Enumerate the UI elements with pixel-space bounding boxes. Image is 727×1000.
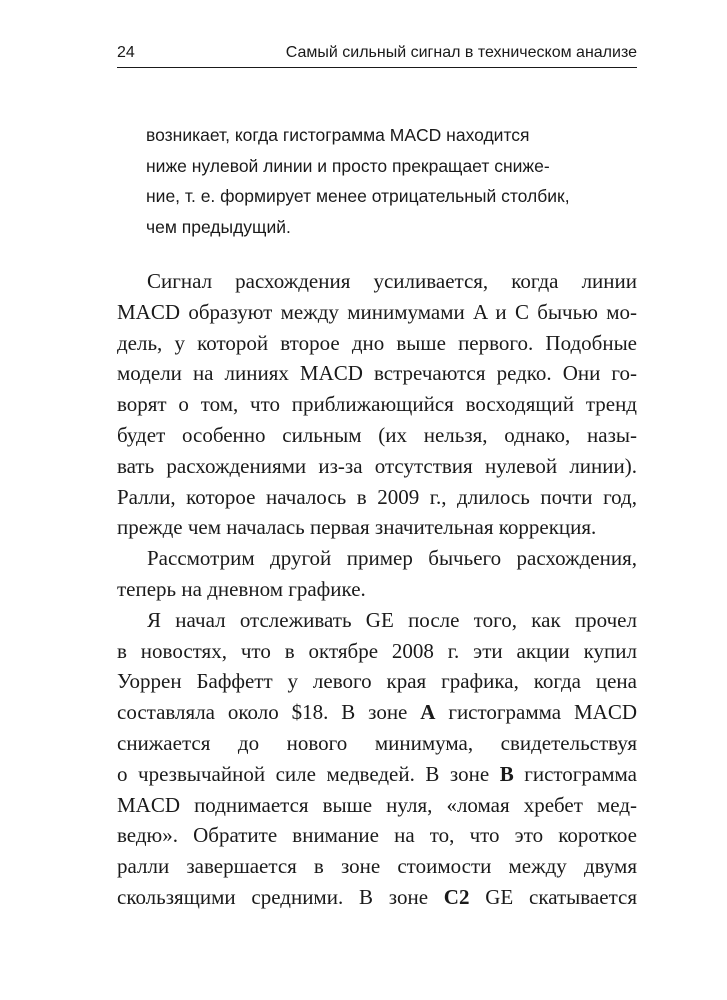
running-title: Самый сильный сигнал в техническом анализе <box>285 44 637 61</box>
text-line: ралли завершается в зоне стоимости между двумя <box>117 854 637 879</box>
text-line: дель, у которой второе дно выше первого. Подобные <box>117 330 637 355</box>
page-header <box>117 44 637 68</box>
text-run: GE скатывается <box>469 884 637 909</box>
text-line: ние, т. е. формирует менее отрицательный столбик, <box>146 186 570 206</box>
paragraph <box>117 543 637 605</box>
zone-label-a: A <box>420 700 436 725</box>
text-line: MACD поднимается выше нуля, «ломая хребет мед- <box>117 792 637 817</box>
text-line: в новостях, что в октябре 2008 г. эти акции купил <box>117 638 637 663</box>
text-line: будет особенно сильным (их нельзя, однако, назы- <box>117 422 637 447</box>
text-line: чем предыдущий. <box>146 216 291 237</box>
text-run: о чрезвычайной силе медведей. В зоне <box>117 761 500 786</box>
text-line: Ралли, которое началось в 2009 г., длилось почти год, <box>117 484 637 509</box>
text-run: скользящими средними. В зоне <box>117 884 444 909</box>
text-line: Сигнал расхождения усиливается, когда линии <box>147 269 637 293</box>
text-line <box>117 697 637 728</box>
zone-label-b: B <box>499 761 514 786</box>
text-line: Я начал отслеживать GE после того, как прочел <box>147 607 637 632</box>
text-line: Уоррен Баффетт у левого края графика, когда цена <box>117 669 637 694</box>
body-text <box>117 266 637 913</box>
text-line: MACD образуют между минимумами A и C бычью мо- <box>117 299 637 324</box>
text-line: Рассмотрим другой пример бычьего расхождения, <box>147 546 637 571</box>
text-line: снижается до нового минимума, свидетельствуя <box>117 730 637 755</box>
text-line: теперь на дневном графике. <box>117 576 366 601</box>
page-number: 24 <box>117 44 135 61</box>
text-line <box>117 882 637 913</box>
text-line: ведю». Обратите внимание на то, что это короткое <box>117 823 637 848</box>
text-run: составляла около $18. В зоне <box>117 700 421 725</box>
text-run: гистограмма <box>513 761 637 786</box>
text-line: вать расхождениями из-за отсутствия нулевой линии). <box>117 453 637 478</box>
text-run: гистограмма MACD <box>435 700 637 725</box>
text-line: модели на линиях MACD встречаются редко. Они го- <box>117 361 637 386</box>
paragraph <box>117 605 637 913</box>
text-line: возникает, когда гистограмма MACD находится <box>146 125 530 145</box>
text-line: ворят о том, что приближающийся восходящий тренд <box>117 392 637 417</box>
text-line: прежде чем началась первая значительная коррекция. <box>117 515 597 540</box>
sidebar-text-block <box>146 120 616 242</box>
zone-label-c2: C2 <box>443 884 470 909</box>
paragraph <box>117 266 637 543</box>
text-line <box>117 759 637 790</box>
text-line: ниже нулевой линии и просто прекращает сниже- <box>146 155 550 176</box>
